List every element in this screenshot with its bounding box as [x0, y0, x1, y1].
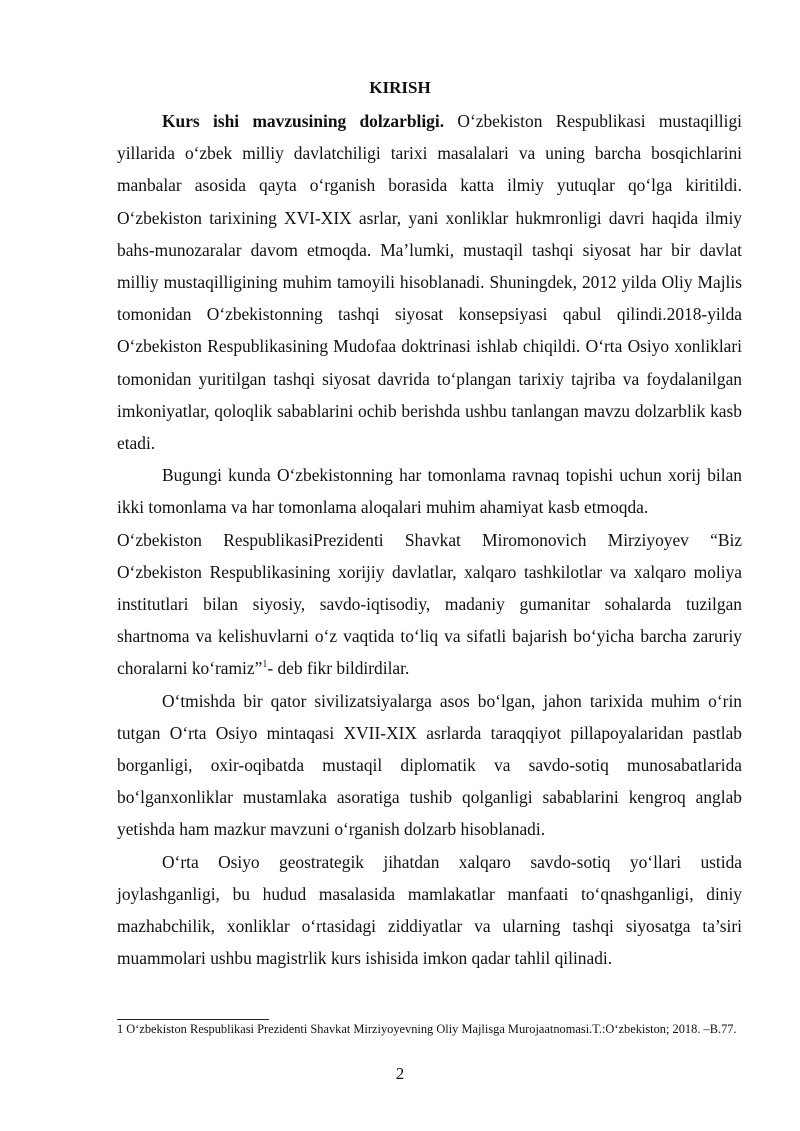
footnote-marker[interactable]: 1 [262, 659, 268, 671]
paragraph-history: O‘tmishda bir qator sivilizatsiyalarga asos bo‘lgan, jahon tarixida muhim o‘rin tutgan O‘rta Osiyo mintaqasi XVII-XIX asrlarda taraqqiyot pillapoyalaridan pastlab borganligi, oxir-oqibatda mustaqil diplomatik va savdo-sotiq munosabatlarida bo‘lganxonliklar mustamlaka asoratiga tushib qolganligi sabablarini kengroq anglab yetishda ham mazkur mavzuni o‘rganish dolzarb hisoblanadi. [117, 690, 742, 840]
body-text [117, 105, 742, 974]
footnote-text: 1 O‘zbekiston Respublikasi Prezidenti Shavkat Mirziyoyevning Oliy Majlisga Murojaatnomasi.T.:O‘zbekiston; 2018. –B.77. [117, 1022, 737, 1036]
paragraph-text: O‘zbekiston Respublikasi mustaqilligi yillarida o‘zbek milliy davlatchiligi tarixi masalalari va uning barcha bosqichlarini manbalar asosida qayta o‘rganish borasida katta ilmiy yutuqlar qo‘lga kiritildi. O‘zbekiston tarixining XVI-XIX asrlar, yani xonliklar hukmronligi davri haqida ilmiy bahs-munozaralar davom etmoqda. Ma’lumki, mustaqil tashqi siyosat har bir davlat milliy mustaqilligining muhim tamoyili hisoblanadi. Shuningdek, 2012 yilda Oliy Majlis tomonidan O‘zbekistonning tashqi siyosat konsepsiyasi qabul qilindi.2018-yilda O‘zbekiston Respublikasining Mudofaa doktrinasi ishlab chiqildi. O‘rta Osiyo xonliklari tomonidan yuritilgan tashqi siyosat davrida to‘plangan tarixiy tajriba va foydalanilgan imkoniyatlar, qoloqlik sabablarini ochib berishda ushbu tanlangan mavzu dolzarblik kasb etadi. [117, 111, 742, 454]
paragraph-lead-bold: Kurs ishi mavzusining dolzarbligi. [162, 111, 445, 131]
quote-tail: - deb fikr bildirdilar. [267, 658, 410, 679]
paragraph-relevance [117, 105, 742, 459]
quote-text: O‘zbekiston RespublikasiPrezidenti Shavkat Miromonovich Mirziyoyev “Biz O‘zbekiston Respublikasining xorijiy davlatlar, xalqaro tashkilotlar va xalqaro moliya institutlari bilan siyosiy, savdo-iqtisodiy, madaniy gumanitar sohalarda tuzilgan shartnoma va kelishuvlarni o‘z vaqtida to‘liq va sifatli bajarish bo‘yicha barcha zaruriy choralarni ko‘ramiz” [117, 529, 742, 679]
footnote-separator [117, 1019, 269, 1020]
paragraph-president-quote [117, 524, 742, 685]
page-number: 2 [395, 1064, 405, 1083]
section-heading: KIRISH [369, 78, 431, 97]
paragraph-geostrategy: O‘rta Osiyo geostrategik jihatdan xalqaro savdo-sotiq yo‘llari ustida joylashganligi, bu hudud masalasida mamlakatlar manfaati to‘qnashganligi, diniy mazhabchilik, xonliklar o‘rtasidagi ziddiyatlar va ularning tashqi siyosatga ta’siri muammolari ushbu magistrlik kurs ishisida imkon qadar tahlil qilinadi. [117, 851, 742, 969]
paragraph-foreign-relations: Bugungi kunda O‘zbekistonning har tomonlama ravnaq topishi uchun xorij bilan ikki tomonlama va har tomonlama aloqalari muhim ahamiyat kasb etmoqda. [117, 465, 742, 518]
